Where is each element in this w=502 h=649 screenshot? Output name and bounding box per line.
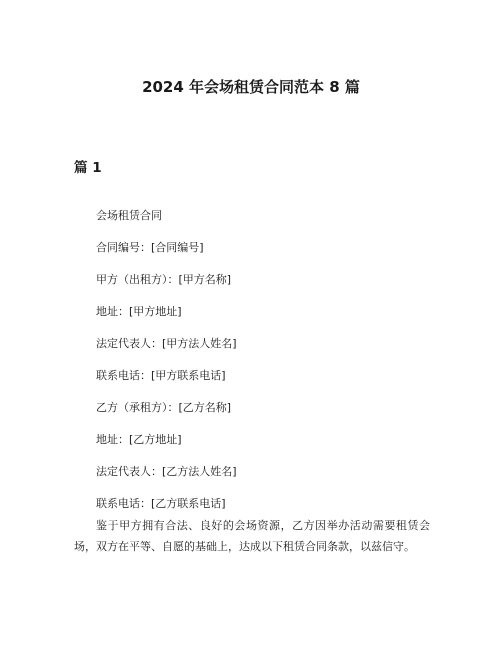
party-b-name-line: 乙方（承租方）：[乙方名称]: [96, 401, 232, 414]
party-a-name-line: 甲方（出租方）：[甲方名称]: [96, 273, 232, 286]
party-a-address-line: 地址：[甲方地址]: [96, 305, 182, 318]
party-a-phone-line: 联系电话：[甲方联系电话]: [96, 369, 226, 382]
party-b-address-line: 地址：[乙方地址]: [96, 433, 182, 446]
contract-name-line: 会场租赁合同: [96, 209, 162, 222]
preamble-paragraph: 鉴于甲方拥有合法、良好的会场资源，乙方因举办活动需要租赁会场，双方在平等、自愿的基础上，达成以下租赁合同条款，以兹信守。: [74, 519, 430, 553]
party-b-phone-line: 联系电话：[乙方联系电话]: [96, 497, 226, 510]
contract-number-line: 合同编号：[合同编号]: [96, 241, 204, 254]
party-b-representative-line: 法定代表人：[乙方法人姓名]: [96, 465, 237, 478]
section-heading: 篇 1: [74, 160, 102, 176]
document-title: 2024 年会场租赁合同范本 8 篇: [142, 78, 360, 96]
party-a-representative-line: 法定代表人：[甲方法人姓名]: [96, 337, 237, 350]
